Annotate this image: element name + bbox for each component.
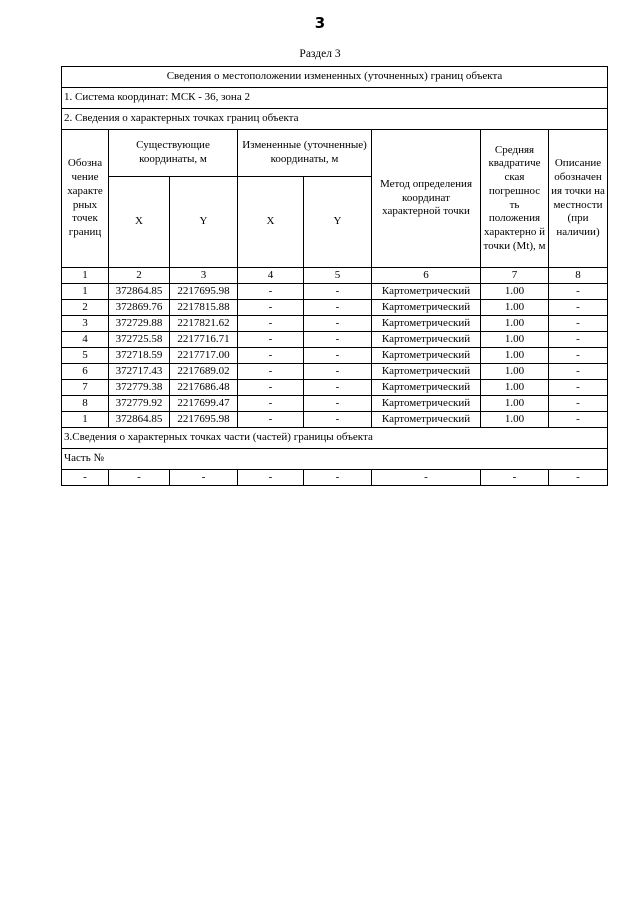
- cell-changed-y: -: [304, 348, 372, 364]
- cell-changed-x: -: [238, 284, 304, 300]
- table-row: [62, 300, 608, 316]
- cell-existing-x: 372725.58: [109, 332, 170, 348]
- cell-existing-y: 2217699.47: [170, 396, 238, 412]
- cell-error: 1.00: [481, 332, 549, 348]
- cell-point-id: 5: [62, 348, 109, 364]
- page-number: 3: [314, 14, 326, 32]
- header-point-id: Обозна чение характе рных точек границ: [62, 130, 109, 268]
- cell-method: Картометрический: [372, 316, 481, 332]
- header-changed-y: Y: [304, 177, 372, 268]
- cell-existing-x: 372729.88: [109, 316, 170, 332]
- cell-method: Картометрический: [372, 300, 481, 316]
- cell-error: 1.00: [481, 316, 549, 332]
- cell-changed-y: -: [304, 316, 372, 332]
- table-row: [62, 380, 608, 396]
- cell-method: Картометрический: [372, 396, 481, 412]
- cell-method: Картометрический: [372, 364, 481, 380]
- cell-error: 1.00: [481, 348, 549, 364]
- part-cell: -: [238, 470, 304, 486]
- cell-method: Картометрический: [372, 380, 481, 396]
- cell-changed-x: -: [238, 332, 304, 348]
- cell-existing-x: 372864.85: [109, 412, 170, 428]
- column-number: 3: [170, 268, 238, 284]
- header-error: Средняя квадратиче ская погрешнос ть положения характерно й точки (Mt), м: [481, 130, 549, 268]
- cell-error: 1.00: [481, 364, 549, 380]
- header-existing-y: Y: [170, 177, 238, 268]
- cell-changed-y: -: [304, 332, 372, 348]
- column-number: 6: [372, 268, 481, 284]
- table-row: [62, 332, 608, 348]
- cell-description: -: [549, 348, 608, 364]
- section-label: Раздел 3: [299, 48, 341, 60]
- header-description: Описание обозначен ия точки на местности (при наличии): [549, 130, 608, 268]
- cell-existing-y: 2217717.00: [170, 348, 238, 364]
- cell-existing-y: 2217686.48: [170, 380, 238, 396]
- cell-point-id: 1: [62, 284, 109, 300]
- header-existing-coords: Существующие координаты, м: [109, 130, 238, 177]
- table-row: [62, 284, 608, 300]
- cell-error: 1.00: [481, 396, 549, 412]
- part-cell: -: [372, 470, 481, 486]
- part-cell: -: [62, 470, 109, 486]
- cell-description: -: [549, 284, 608, 300]
- cell-point-id: 4: [62, 332, 109, 348]
- cell-existing-x: 372717.43: [109, 364, 170, 380]
- cell-existing-x: 372869.76: [109, 300, 170, 316]
- cell-existing-x: 372864.85: [109, 284, 170, 300]
- cell-description: -: [549, 380, 608, 396]
- column-number: 7: [481, 268, 549, 284]
- cell-point-id: 6: [62, 364, 109, 380]
- boundary-table: [61, 66, 608, 486]
- cell-changed-x: -: [238, 348, 304, 364]
- header-existing-x: X: [109, 177, 170, 268]
- cell-existing-y: 2217821.62: [170, 316, 238, 332]
- part-cell: -: [549, 470, 608, 486]
- cell-description: -: [549, 300, 608, 316]
- cell-changed-x: -: [238, 412, 304, 428]
- cell-changed-y: -: [304, 364, 372, 380]
- part-cell: -: [481, 470, 549, 486]
- cell-point-id: 3: [62, 316, 109, 332]
- cell-error: 1.00: [481, 380, 549, 396]
- cell-error: 1.00: [481, 300, 549, 316]
- table-row: [62, 316, 608, 332]
- part-section-title: 3.Сведения о характерных точках части (частей) границы объекта: [62, 428, 608, 449]
- cell-existing-x: 372779.38: [109, 380, 170, 396]
- cell-method: Картометрический: [372, 332, 481, 348]
- cell-changed-x: -: [238, 396, 304, 412]
- cell-method: Картометрический: [372, 412, 481, 428]
- column-number: 1: [62, 268, 109, 284]
- cell-existing-y: 2217689.02: [170, 364, 238, 380]
- table-row: [62, 348, 608, 364]
- header-method: Метод определения координат характерной точки: [372, 130, 481, 268]
- cell-description: -: [549, 396, 608, 412]
- column-number: 8: [549, 268, 608, 284]
- table-row: [62, 412, 608, 428]
- cell-existing-y: 2217695.98: [170, 412, 238, 428]
- cell-description: -: [549, 316, 608, 332]
- cell-error: 1.00: [481, 412, 549, 428]
- cell-changed-y: -: [304, 380, 372, 396]
- cell-point-id: 2: [62, 300, 109, 316]
- cell-changed-x: -: [238, 380, 304, 396]
- cell-point-id: 1: [62, 412, 109, 428]
- cell-changed-x: -: [238, 364, 304, 380]
- cell-method: Картометрический: [372, 348, 481, 364]
- cell-method: Картометрический: [372, 284, 481, 300]
- cell-changed-x: -: [238, 300, 304, 316]
- header-changed-x: X: [238, 177, 304, 268]
- column-number: 5: [304, 268, 372, 284]
- part-cell: -: [170, 470, 238, 486]
- part-cell: -: [109, 470, 170, 486]
- cell-description: -: [549, 364, 608, 380]
- points-section-title: 2. Сведения о характерных точках границ объекта: [62, 109, 608, 130]
- part-row: [62, 470, 608, 486]
- cell-existing-y: 2217716.71: [170, 332, 238, 348]
- cell-point-id: 8: [62, 396, 109, 412]
- cell-changed-y: -: [304, 284, 372, 300]
- table-title: Сведения о местоположении измененных (уточненных) границ объекта: [62, 67, 608, 88]
- part-cell: -: [304, 470, 372, 486]
- part-number-label: Часть №: [62, 449, 608, 470]
- table-row: [62, 396, 608, 412]
- cell-existing-y: 2217815.88: [170, 300, 238, 316]
- cell-point-id: 7: [62, 380, 109, 396]
- cell-description: -: [549, 412, 608, 428]
- cell-changed-y: -: [304, 412, 372, 428]
- table-row: [62, 364, 608, 380]
- cell-existing-y: 2217695.98: [170, 284, 238, 300]
- cell-changed-y: -: [304, 396, 372, 412]
- header-changed-coords: Измененные (уточненные) координаты, м: [238, 130, 372, 177]
- cell-changed-y: -: [304, 300, 372, 316]
- cell-description: -: [549, 332, 608, 348]
- column-number: 4: [238, 268, 304, 284]
- cell-changed-x: -: [238, 316, 304, 332]
- coordinate-system: 1. Система координат: МСК - 36, зона 2: [62, 88, 608, 109]
- cell-error: 1.00: [481, 284, 549, 300]
- column-numbers-row: [62, 268, 608, 284]
- cell-existing-x: 372779.92: [109, 396, 170, 412]
- cell-existing-x: 372718.59: [109, 348, 170, 364]
- column-number: 2: [109, 268, 170, 284]
